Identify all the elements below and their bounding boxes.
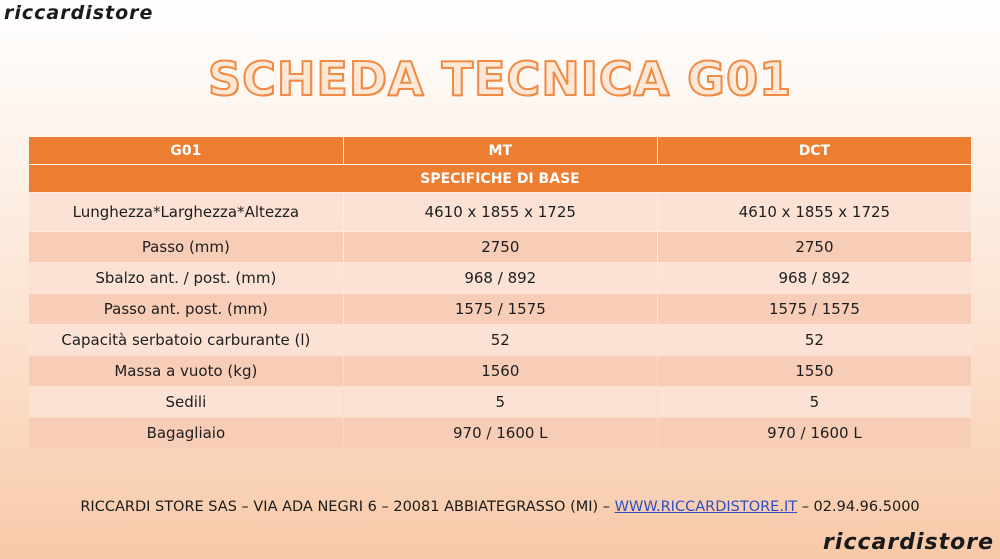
row-value-dct: 4610 x 1855 x 1725 <box>658 193 971 231</box>
page-title: SCHEDA TECNICA G01 <box>208 52 792 106</box>
table-row <box>29 263 971 293</box>
footer-phone: – 02.94.96.5000 <box>797 499 920 515</box>
footer-contact <box>0 499 1000 515</box>
row-value-mt: 968 / 892 <box>344 263 657 293</box>
row-value-mt: 4610 x 1855 x 1725 <box>344 193 657 231</box>
row-value-mt: 5 <box>344 387 657 417</box>
row-value-dct: 52 <box>658 325 971 355</box>
footer-address: RICCARDI STORE SAS – VIA ADA NEGRI 6 – 20081 ABBIATEGRASSO (MI) – <box>80 499 615 515</box>
row-value-dct: 968 / 892 <box>658 263 971 293</box>
row-label: Capacità serbatoio carburante (l) <box>29 325 343 355</box>
row-label: Sbalzo ant. / post. (mm) <box>29 263 343 293</box>
table-row <box>29 325 971 355</box>
table-header-row <box>29 137 971 164</box>
website-link[interactable]: WWW.RICCARDISTORE.IT <box>614 499 798 515</box>
table-row <box>29 232 971 262</box>
row-label: Sedili <box>29 387 343 417</box>
row-value-mt: 52 <box>344 325 657 355</box>
row-value-dct: 2750 <box>658 232 971 262</box>
section-row <box>29 165 971 192</box>
table-row <box>29 294 971 324</box>
row-value-dct: 5 <box>658 387 971 417</box>
row-label: Passo (mm) <box>29 232 343 262</box>
table-row <box>29 418 971 448</box>
row-value-dct: 1550 <box>658 356 971 386</box>
table-row <box>29 387 971 417</box>
row-label: Massa a vuoto (kg) <box>29 356 343 386</box>
header-mt: MT <box>344 137 657 164</box>
row-value-mt: 2750 <box>344 232 657 262</box>
section-title: SPECIFICHE DI BASE <box>29 165 971 192</box>
header-model: G01 <box>29 137 343 164</box>
row-value-mt: 1560 <box>344 356 657 386</box>
brand-logo-bottom: riccardistore <box>823 530 994 555</box>
row-value-dct: 1575 / 1575 <box>658 294 971 324</box>
header-dct: DCT <box>658 137 971 164</box>
row-label: Passo ant. post. (mm) <box>29 294 343 324</box>
brand-logo-top: riccardistore <box>4 2 154 24</box>
row-value-mt: 970 / 1600 L <box>344 418 657 448</box>
row-label: Lunghezza*Larghezza*Altezza <box>29 193 343 231</box>
row-label: Bagagliaio <box>29 418 343 448</box>
table-row <box>29 193 971 231</box>
row-value-mt: 1575 / 1575 <box>344 294 657 324</box>
table-row <box>29 356 971 386</box>
row-value-dct: 970 / 1600 L <box>658 418 971 448</box>
spec-table <box>28 136 972 449</box>
